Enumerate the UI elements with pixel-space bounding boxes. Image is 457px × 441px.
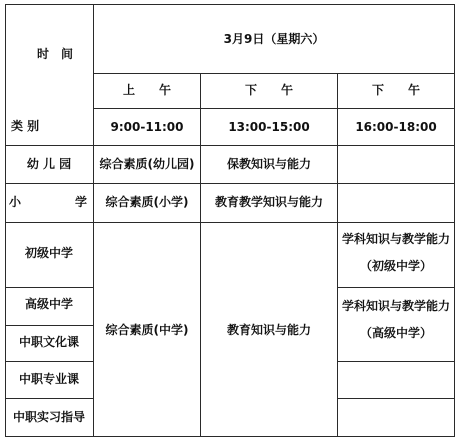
period-label-morning: 上 午 (122, 83, 172, 97)
row-label-primary-right: 学 (75, 195, 88, 209)
grid-line (5, 361, 93, 362)
cell-senior-middle-evening-line2: （高级中学） (359, 326, 433, 340)
cell-primary-afternoon: 教育教学知识与能力 (214, 195, 324, 209)
row-label-vocational-culture: 中职文化课 (18, 335, 80, 349)
cell-secondary-afternoon: 教育知识与能力 (226, 323, 312, 337)
period-label-evening: 下 午 (371, 83, 421, 97)
grid-line (337, 398, 454, 399)
grid-line (93, 108, 454, 109)
grid-line (5, 398, 93, 399)
cell-junior-middle-evening-line2: （初级中学） (359, 259, 433, 273)
grid-line (5, 287, 93, 288)
cell-kindergarten-afternoon: 保教知识与能力 (226, 157, 312, 171)
period-label-afternoon: 下 午 (244, 83, 294, 97)
grid-line (93, 4, 94, 437)
cell-senior-middle-evening-line1: 学科知识与教学能力 (341, 299, 451, 313)
row-label-vocational-major: 中职专业课 (18, 372, 80, 386)
row-label-senior-middle: 高级中学 (24, 297, 74, 311)
time-header-label: 时 间 (37, 47, 74, 61)
grid-line (337, 361, 454, 362)
table-border-bottom (5, 436, 454, 437)
period-time-morning: 9:00-11:00 (110, 120, 184, 134)
period-time-afternoon: 13:00-15:00 (228, 120, 310, 134)
grid-line (5, 222, 454, 223)
grid-line (337, 73, 338, 437)
category-header-label: 类 别 (11, 119, 40, 133)
row-label-kindergarten: 幼 儿 园 (26, 157, 72, 171)
table-border-top (5, 4, 454, 5)
grid-line (5, 325, 93, 326)
row-label-junior-middle: 初级中学 (24, 246, 74, 260)
cell-primary-morning: 综合素质(小学) (105, 195, 189, 209)
grid-line (5, 183, 454, 184)
table-border-right (454, 4, 455, 437)
grid-line (337, 287, 454, 288)
grid-line (93, 73, 454, 74)
row-label-vocational-internship: 中职实习指导 (12, 410, 86, 424)
grid-line (200, 73, 201, 437)
table-border-left (5, 4, 6, 437)
cell-secondary-morning: 综合素质(中学) (105, 323, 189, 337)
row-label-primary-left: 小 (9, 195, 22, 209)
cell-kindergarten-morning: 综合素质(幼儿园) (99, 157, 195, 171)
cell-junior-middle-evening-line1: 学科知识与教学能力 (341, 232, 451, 246)
date-header: 3月9日（星期六） (223, 32, 325, 46)
period-time-evening: 16:00-18:00 (355, 120, 437, 134)
grid-line (5, 145, 454, 146)
